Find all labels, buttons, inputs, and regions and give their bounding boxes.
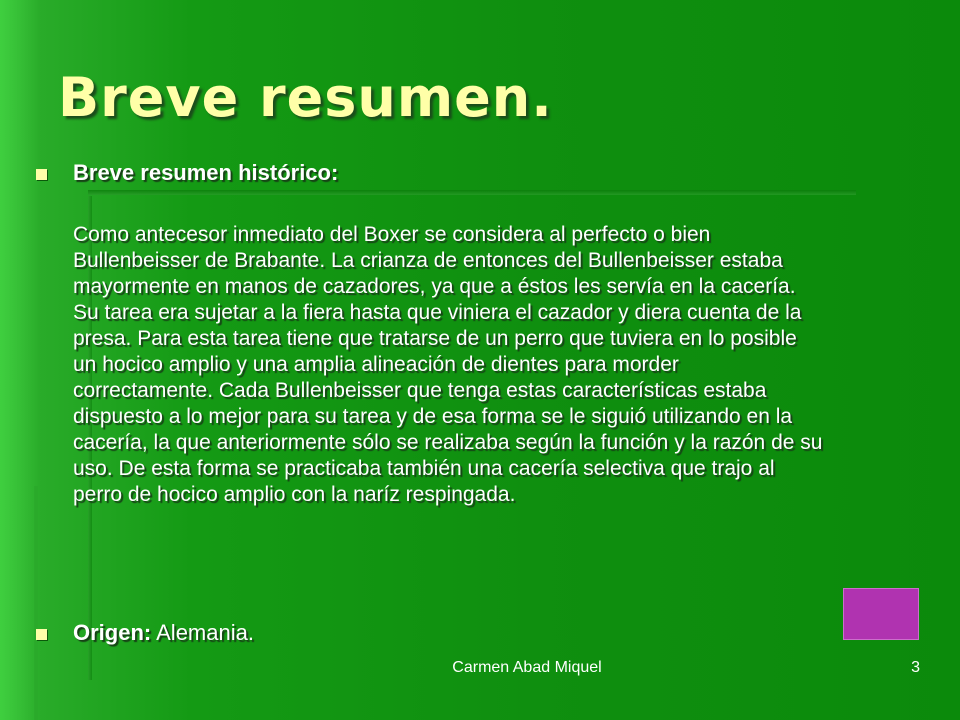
section-heading: Breve resumen histórico: <box>73 160 339 185</box>
history-paragraph: Como antecesor inmediato del Boxer se considera al perfecto o bien Bullenbeisser de Brabante. La crianza de entonces del Bullenbeisser estaba mayormente en manos de cazadores, ya que a éstos les servía en la cacería. Su tarea era sujetar a la fiera hasta que viniera el cazador y diera cuenta de la presa. Para esta tarea tiene que tratarse de un perro que tuviera en lo posible un hocico amplio y una amplia alineación de dientes para morder correctamente. Cada Bullenbeisser que tenga estas características estaba dispuesto a lo mejor para su tarea y de esa forma se le siguió utilizando en la cacería, la que anteriormente sólo se realizaba según la función y la razón de su uso. De esta forma se practicaba también una cacería selectiva que trajo al perro de hocico amplio con la naríz respingada. <box>73 223 823 506</box>
page-number: 3 <box>911 659 920 676</box>
square-bullet-icon <box>36 629 47 640</box>
decorative-horizontal-line <box>88 190 856 195</box>
origin-value: Alemania. <box>151 620 254 645</box>
square-bullet-icon <box>36 169 47 180</box>
section-heading-item <box>36 160 338 186</box>
decorative-vertical-line-left <box>34 486 38 720</box>
footer-author: Carmen Abad Miquel <box>452 659 602 676</box>
slide-title: Breve resumen. <box>58 66 553 129</box>
decorative-magenta-box <box>843 588 919 640</box>
origin-item <box>36 620 254 646</box>
origin-text <box>73 620 254 646</box>
origin-label: Origen: <box>73 620 152 645</box>
